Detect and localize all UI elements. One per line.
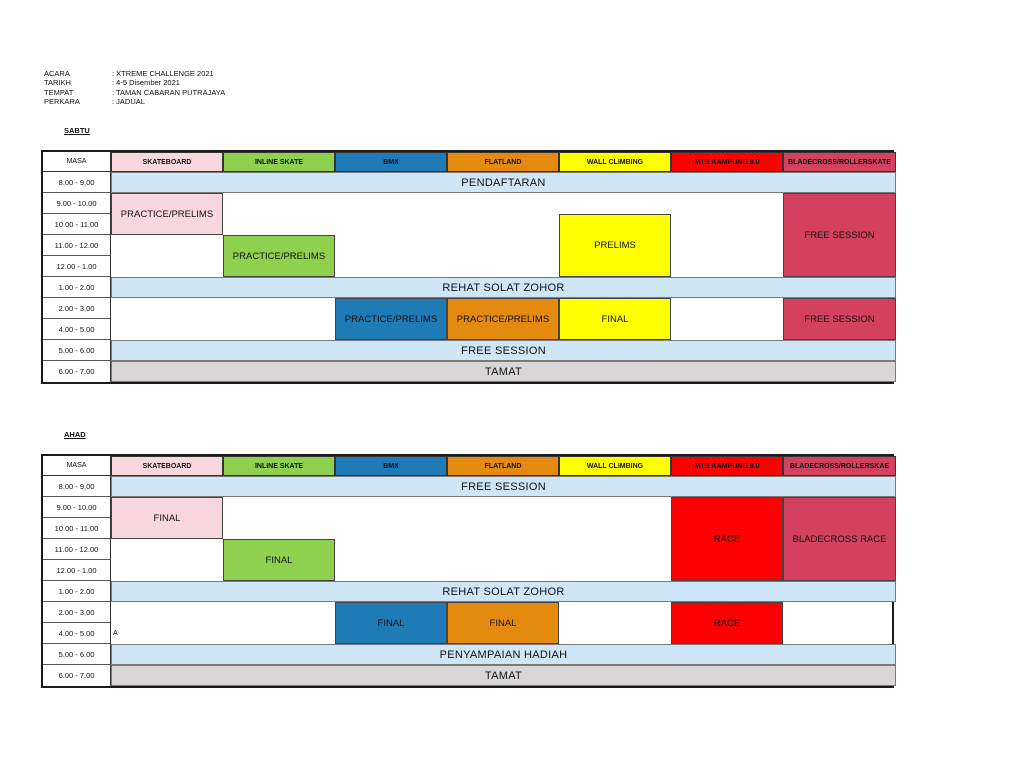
tamat-banner: TAMAT xyxy=(111,361,896,382)
event-info xyxy=(44,69,225,107)
inline-practice-block: PRACTICE/PRELIMS xyxy=(223,235,335,277)
time-slot: 10.00 - 11.00 xyxy=(43,518,111,539)
penyampaian-hadiah-banner: PENYAMPAIAN HADIAH xyxy=(111,644,896,665)
header-mtb-kampung: MTB KAMPUNG 8.0 xyxy=(671,456,783,476)
time-slot: 4.00 - 5.00 xyxy=(43,319,111,340)
skateboard-final-block: FINAL xyxy=(111,497,223,539)
header-inline-skate: INLINE SKATE xyxy=(223,456,335,476)
mtb-race-block: RACE xyxy=(671,497,783,581)
time-slot: 11.00 - 12.00 xyxy=(43,539,111,560)
header-flatland: FLATLAND xyxy=(447,456,559,476)
header-wall-climbing: WALL CLIMBING xyxy=(559,456,671,476)
rehat-banner: REHAT SOLAT ZOHOR xyxy=(111,581,896,602)
masa-header: MASA xyxy=(43,152,111,172)
time-slot: 8.00 - 9.00 xyxy=(43,476,111,497)
info-value: : XTREME CHALLENGE 2021 xyxy=(112,69,214,78)
free-session-banner: FREE SESSION xyxy=(111,476,896,497)
bladecross-race-block: BLADECROSS RACE xyxy=(783,497,896,581)
flatland-final-block: FINAL xyxy=(447,602,559,644)
header-bladecross: BLADECROSS/ROLLERSKAE xyxy=(783,456,896,476)
header-flatland: FLATLAND xyxy=(447,152,559,172)
inline-final-block: FINAL xyxy=(223,539,335,581)
ahad-schedule-table xyxy=(41,454,894,688)
mtb-race-block: RACE xyxy=(671,602,783,644)
wall-prelims-block: PRELIMS xyxy=(559,214,671,277)
ahad-title: AHAD xyxy=(64,430,86,439)
header-bmx: BMX xyxy=(335,152,447,172)
info-key: TARIKH xyxy=(44,78,71,88)
info-key: ACARA xyxy=(44,69,70,78)
info-value: : TAMAN CABARAN PUTRAJAYA xyxy=(112,87,226,97)
flatland-practice-block: PRACTICE/PRELIMS xyxy=(447,298,559,340)
bmx-final-block: FINAL xyxy=(335,602,447,644)
info-row-tempat xyxy=(44,88,225,97)
time-slot: 2.00 - 3.00 xyxy=(43,602,111,623)
masa-header: MASA xyxy=(43,456,111,476)
skateboard-practice-block: PRACTICE/PRELIMS xyxy=(111,193,223,235)
header-skateboard: SKATEBOARD xyxy=(111,152,223,172)
time-slot: 12.00 - 1.00 xyxy=(43,560,111,581)
time-slot: 9.00 - 10.00 xyxy=(43,193,111,214)
bmx-practice-block: PRACTICE/PRELIMS xyxy=(335,298,447,340)
info-row-perkara xyxy=(44,97,225,106)
info-row-acara xyxy=(44,69,225,78)
time-slot: 8.00 - 9.00 xyxy=(43,172,111,193)
rehat-banner: REHAT SOLAT ZOHOR xyxy=(111,277,896,298)
header-inline-skate: INLINE SKATE xyxy=(223,152,335,172)
time-slot: 5.00 - 6.00 xyxy=(43,644,111,665)
info-key: TEMPAT xyxy=(44,87,74,97)
info-row-tarikh xyxy=(44,78,225,87)
tamat-banner: TAMAT xyxy=(111,665,896,686)
info-key: PERKARA xyxy=(44,97,80,107)
header-bladecross: BLADECROSS/ROLLERSKATE xyxy=(783,152,896,172)
wall-final-block: FINAL xyxy=(559,298,671,340)
time-slot: 12.00 - 1.00 xyxy=(43,256,111,277)
pendaftaran-banner: PENDAFTARAN xyxy=(111,172,896,193)
info-value: : 4-5 Disember 2021 xyxy=(112,78,180,88)
time-slot: 5.00 - 6.00 xyxy=(43,340,111,361)
bladecross-free-session-block: FREE SESSION xyxy=(783,298,896,340)
header-skateboard: SKATEBOARD xyxy=(111,456,223,476)
free-session-banner: FREE SESSION xyxy=(111,340,896,361)
time-slot: 11.00 - 12.00 xyxy=(43,235,111,256)
info-value: : JADUAL xyxy=(112,97,145,107)
sabtu-schedule-table xyxy=(41,150,894,384)
time-slot: 1.00 - 2.00 xyxy=(43,581,111,602)
header-wall-climbing: WALL CLIMBING xyxy=(559,152,671,172)
sabtu-title: SABTU xyxy=(64,126,90,135)
time-slot: 2.00 - 3.00 xyxy=(43,298,111,319)
time-slot: 4.00 - 5.00 xyxy=(43,623,111,644)
time-slot: 1.00 - 2.00 xyxy=(43,277,111,298)
time-slot: 9.00 - 10.00 xyxy=(43,497,111,518)
header-mtb-kampung: MTB KAMPUNG 8.0 xyxy=(671,152,783,172)
stray-mark: A xyxy=(113,630,118,637)
time-slot: 6.00 - 7.00 xyxy=(43,665,111,686)
time-slot: 6.00 - 7.00 xyxy=(43,361,111,382)
time-slot: 10.00 - 11.00 xyxy=(43,214,111,235)
header-bmx: BMX xyxy=(335,456,447,476)
bladecross-free-session-block: FREE SESSION xyxy=(783,193,896,277)
